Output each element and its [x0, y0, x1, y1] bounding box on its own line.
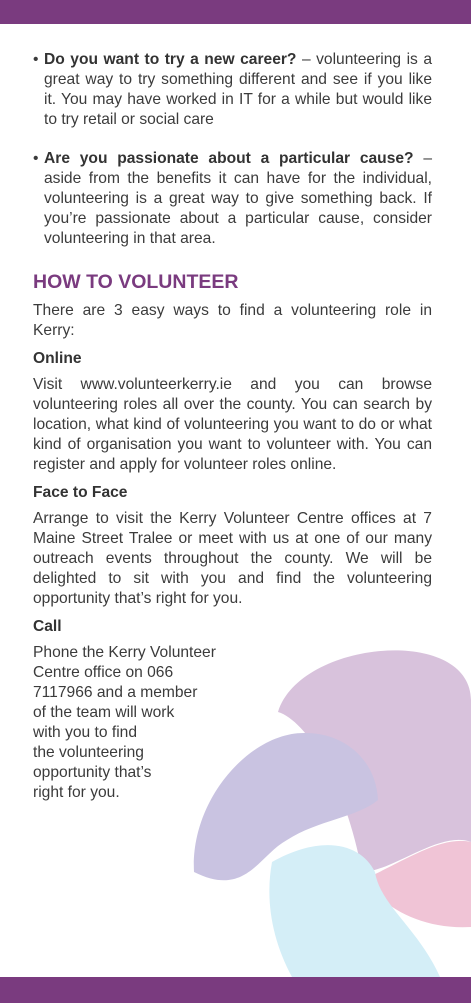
- how-to-volunteer-heading: HOW TO VOLUNTEER: [33, 271, 239, 293]
- main-content: [33, 50, 432, 803]
- online-heading: Online: [33, 350, 82, 367]
- reason-question: Are you passionate about a particular cause?: [44, 150, 414, 167]
- bottom-color-bar: [0, 977, 471, 1003]
- call-line: Phone the Kerry Volunteer: [33, 644, 216, 661]
- face-to-face-heading: Face to Face: [33, 484, 128, 501]
- reason-question: Do you want to try a new career?: [44, 51, 297, 68]
- call-line: opportunity that’s: [33, 764, 152, 781]
- call-line: of the team will work: [33, 704, 175, 721]
- reason-text: – aside from the benefits it can have for the individual, volunteering is a great way to give something back. If you’re passionate about a particular cause, consider volunteering in that area.: [44, 150, 432, 247]
- face-to-face-text: Arrange to visit the Kerry Volunteer Centre offices at 7 Maine Street Tralee or meet with us at one of our many outreach events throughout the county. We will be delighted to sit with you and find the volunteering opportunity that’s right for you.: [33, 510, 432, 607]
- online-text: Visit www.volunteerkerry.ie and you can browse volunteering roles all over the county. You can search by location, what kind of volunteering you want to do or what kind of organisation you want to volunteer with. You can register and apply for volunteer roles online.: [33, 376, 432, 473]
- call-line: with you to find: [33, 724, 138, 741]
- call-line: Centre office on 066: [33, 664, 174, 681]
- reason-item-new-career: [33, 50, 432, 130]
- call-heading: Call: [33, 618, 62, 635]
- call-line: right for you.: [33, 784, 120, 801]
- call-text: [33, 643, 248, 803]
- reasons-list: [33, 50, 432, 249]
- reason-item-passionate-cause: [33, 149, 432, 249]
- how-to-intro: There are 3 easy ways to find a volunteering role in Kerry:: [33, 302, 432, 339]
- reason-text: – volunteering is a great way to try something different and see if you like it. You may have worked in IT for a while but would like to try retail or social care: [44, 51, 432, 128]
- call-line: the volunteering: [33, 744, 144, 761]
- call-line: 7117966 and a member: [33, 684, 198, 701]
